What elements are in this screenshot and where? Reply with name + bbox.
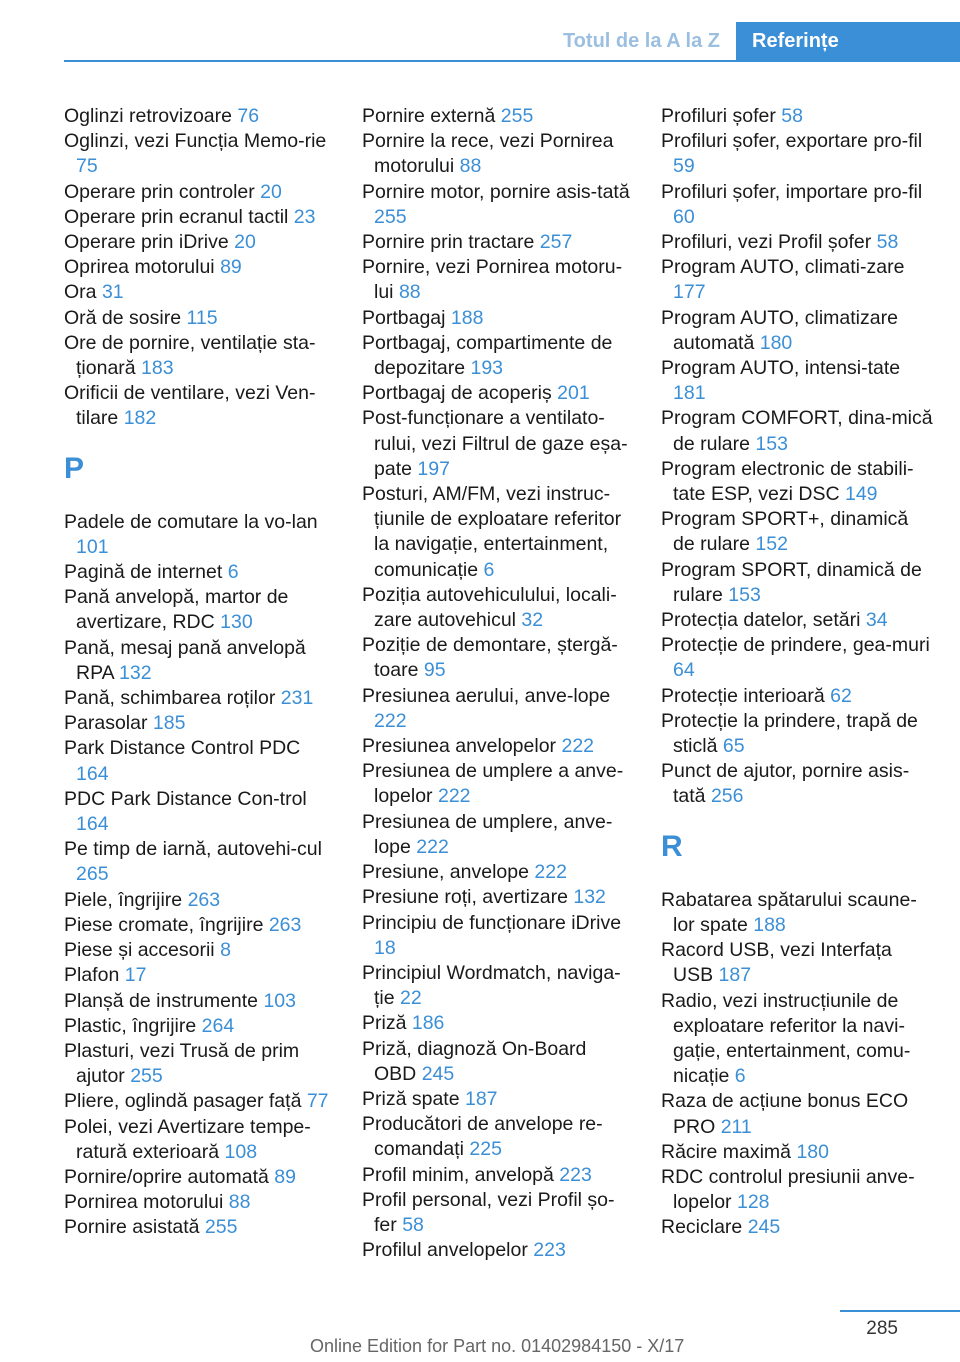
index-entry-text: Program SPORT+, dinamică de rulare: [661, 508, 909, 556]
index-entry: [661, 633, 933, 683]
index-column-1: [64, 104, 336, 1241]
index-entry: [362, 255, 634, 305]
index-entry: [64, 736, 336, 786]
index-entry-text: Profiluri șofer: [661, 105, 782, 127]
index-entry-text: Pornire/oprire automată: [64, 1165, 275, 1188]
index-entry-text: Profiluri șofer, importare pro‐fil: [661, 180, 923, 203]
index-entry-page-link[interactable]: 18: [374, 936, 396, 959]
index-entry-page-link[interactable]: 255: [204, 1216, 238, 1239]
index-entry-page-link[interactable]: 130: [220, 611, 253, 634]
index-entry-page-link[interactable]: 180: [759, 331, 793, 354]
index-entry: [64, 1014, 336, 1039]
index-entry: [661, 888, 933, 938]
index-entry-page-link[interactable]: 128: [736, 1191, 770, 1214]
index-entry-page-link[interactable]: 132: [119, 661, 152, 684]
index-entry-text: Pană, mesaj pană anvelopă RPA: [64, 636, 306, 684]
index-entry: [661, 1165, 933, 1215]
header-rule: [64, 60, 960, 62]
index-entry-page-link[interactable]: 8: [220, 939, 231, 962]
index-entry-text: Oprirea motorului: [64, 256, 221, 279]
index-entry-page-link[interactable]: 88: [228, 1191, 251, 1214]
index-entry: [64, 938, 336, 963]
index-entry-page-link[interactable]: 183: [141, 357, 174, 380]
index-entry: [64, 989, 336, 1014]
index-entry-text: Program AUTO, intensi‐tate: [661, 357, 901, 380]
index-entry-text: Portbagaj de acoperiș: [362, 382, 558, 405]
index-entry-text: Program electronic de stabili‐tate ESP, vezi DSC: [661, 457, 914, 506]
index-entry-text: Planșă de instrumente: [64, 989, 264, 1012]
index-entry: [64, 636, 336, 686]
index-entry: [362, 482, 634, 583]
index-entry-text: Protecția datelor, setări: [661, 609, 866, 632]
index-entry-text: Pornire asistată: [64, 1216, 205, 1239]
index-entry: [661, 104, 933, 129]
index-entry-text: Program AUTO, climatizare automată: [661, 306, 898, 354]
index-entry: [661, 406, 933, 456]
index-entry-page-link[interactable]: 255: [374, 205, 407, 228]
index-entry: [661, 356, 933, 406]
index-entry-text: Program AUTO, climati‐zare: [661, 256, 905, 279]
index-entry: [362, 230, 634, 255]
index-entry-page-link[interactable]: 223: [533, 1239, 566, 1262]
index-entry-page-link[interactable]: 20: [234, 231, 256, 254]
index-entry-page-link[interactable]: 88: [398, 281, 421, 304]
index-entry-page-link[interactable]: 23: [293, 205, 316, 228]
index-entry-text: Răcire maximă: [661, 1140, 797, 1163]
index-entry-page-link[interactable]: 222: [374, 709, 407, 732]
index-entry-text: Plastic, îngrijire: [64, 1014, 202, 1037]
index-entry: [362, 734, 634, 759]
index-entry-text: RDC controlul presiunii anve‐lopelor: [661, 1165, 915, 1214]
index-entry-page-link[interactable]: 222: [437, 785, 471, 808]
index-letter-heading: R: [661, 829, 683, 863]
index-entry: [64, 331, 336, 381]
index-entry: [64, 129, 336, 179]
index-entry-page-link[interactable]: 187: [464, 1087, 498, 1110]
index-entry-page-link[interactable]: 180: [796, 1140, 829, 1163]
index-entry: [64, 180, 336, 205]
index-entry-page-link[interactable]: 89: [274, 1165, 296, 1188]
index-entry-page-link[interactable]: 245: [747, 1216, 781, 1239]
index-entry-page-link[interactable]: 188: [753, 913, 786, 936]
index-entry: [362, 1163, 634, 1188]
index-entry-text: Portbagaj, compartimente de depozitare: [362, 331, 613, 380]
index-entry-text: Profilul anvelopelor: [362, 1239, 534, 1262]
index-entry: [362, 911, 634, 961]
index-entry: [661, 129, 933, 179]
index-entry-text: Ore de pornire, ventilație sta‐ționară: [64, 331, 316, 380]
index-entry: [64, 837, 336, 887]
index-entry: [64, 888, 336, 913]
index-entry-text: Pană anvelopă, martor de avertizare, RDC: [64, 586, 289, 634]
index-entry: [64, 1039, 336, 1089]
index-letter-heading: P: [64, 451, 85, 485]
index-entry: [362, 633, 634, 683]
index-entry: [661, 230, 933, 255]
index-entry-text: Pornire prin tractare: [362, 231, 540, 254]
index-entry: [64, 1165, 336, 1190]
index-entry: [362, 684, 634, 734]
index-entry-text: Piese și accesorii: [64, 939, 221, 962]
index-entry: [362, 129, 634, 179]
index-entry: [64, 585, 336, 635]
index-entry-page-link[interactable]: 60: [673, 205, 695, 228]
index-entry: [661, 1215, 933, 1240]
index-entry: [362, 306, 634, 331]
index-entry: [661, 938, 933, 988]
index-entry-page-link[interactable]: 223: [559, 1163, 592, 1186]
index-entry-text: Piele, îngrijire: [64, 888, 188, 911]
index-entry-page-link[interactable]: 153: [728, 583, 761, 606]
index-entry-page-link[interactable]: 257: [539, 231, 573, 254]
index-entry-page-link[interactable]: 164: [76, 813, 109, 836]
index-entry-text: Presiunea anvelopelor: [362, 735, 562, 758]
index-entry-page-link[interactable]: 197: [417, 457, 450, 480]
index-entry: [661, 1140, 933, 1165]
index-entry-text: Pliere, oglindă pasager față: [64, 1090, 307, 1113]
index-entry-text: Park Distance Control PDC: [64, 737, 301, 760]
index-entry-page-link[interactable]: 182: [123, 407, 157, 430]
index-entry-page-link[interactable]: 95: [423, 659, 446, 682]
index-entry: [64, 381, 336, 431]
index-entry: [661, 558, 933, 608]
index-entry-page-link[interactable]: 222: [534, 861, 567, 884]
index-entry-text: Radio, vezi instrucțiunile de exploatare referitor la navi‐gație, entertainment, comu‐nicație: [661, 989, 911, 1088]
index-entry-text: Oglinzi, vezi Funcția Memo‐rie: [64, 130, 327, 153]
index-entry: [661, 255, 933, 305]
index-entry-page-link[interactable]: 108: [224, 1140, 258, 1163]
header-section-title: Totul de la A la Z: [562, 30, 720, 52]
index-entry-text: Piese cromate, îngrijire: [64, 913, 269, 936]
index-entry-text: Operare prin iDrive: [64, 231, 235, 254]
index-entry: [64, 104, 336, 129]
index-entry: [362, 381, 634, 406]
index-entry: [362, 961, 634, 1011]
index-entry-page-link[interactable]: 225: [469, 1138, 502, 1161]
index-entry-text: Reciclare: [661, 1216, 748, 1239]
index-entry-text: Post-funcționare a ventilato‐rului, vezi Filtrul de gaze eșa‐pate: [362, 407, 628, 480]
index-entry-text: Program SPORT, dinamică de rulare: [661, 558, 922, 606]
index-entry-page-link[interactable]: 20: [260, 180, 282, 203]
index-entry-text: PDC Park Distance Con‐trol: [64, 787, 307, 810]
index-entry-text: Raza de acțiune bonus ECO PRO: [661, 1090, 909, 1138]
index-entry-text: Principiul Wordmatch, naviga‐ție: [362, 961, 621, 1010]
index-entry-page-link[interactable]: 188: [450, 306, 484, 329]
index-entry-page-link[interactable]: 222: [561, 735, 595, 758]
index-entry-text: Rabatarea spătarului scaune‐lor spate: [661, 888, 917, 936]
index-entry-text: Pornirea motorului: [64, 1191, 229, 1214]
index-entry-text: Pagină de internet: [64, 561, 228, 584]
index-entry-page-link[interactable]: 164: [76, 762, 109, 785]
index-entry: [64, 1089, 336, 1114]
index-entry: [362, 1087, 634, 1112]
index-entry: [64, 787, 336, 837]
index-entry-text: Poziție de demontare, ștergă‐toare: [362, 634, 618, 682]
index-entry: [362, 759, 634, 809]
index-entry-page-link[interactable]: 255: [500, 105, 534, 127]
index-entry: [362, 810, 634, 860]
index-column-2: [362, 104, 634, 1263]
index-entry: [661, 989, 933, 1090]
index-entry: [362, 331, 634, 381]
index-entry: [64, 686, 336, 711]
index-entry: [64, 963, 336, 988]
index-entry: [362, 1238, 634, 1263]
index-entry-text: Posturi, AM/FM, vezi instruc‐țiunile de exploatare referitor la navigație, entertainment, comunicație: [362, 483, 622, 581]
index-entry-page-link[interactable]: 263: [187, 888, 221, 911]
page-number: 285: [866, 1318, 898, 1339]
index-entry-page-link[interactable]: 65: [722, 735, 745, 758]
index-entry-page-link[interactable]: 152: [755, 533, 788, 556]
index-entry: [64, 1215, 336, 1240]
index-entry-page-link[interactable]: 89: [220, 256, 242, 279]
index-entry-page-link[interactable]: 32: [521, 609, 544, 632]
index-entry-page-link[interactable]: 245: [421, 1062, 455, 1085]
index-entry-page-link[interactable]: 222: [416, 835, 449, 858]
index-entry: [362, 860, 634, 885]
index-entry-page-link[interactable]: 185: [152, 712, 186, 735]
index-entry-page-link[interactable]: 211: [720, 1115, 752, 1138]
footer-edition: Online Edition for Part no. 01402984150 - X/17: [310, 1336, 685, 1356]
index-entry-text: Profil personal, vezi Profil șo‐fer: [362, 1188, 615, 1236]
index-entry-text: Racord USB, vezi Interfața USB: [661, 939, 892, 987]
index-entry-page-link[interactable]: 101: [76, 535, 109, 558]
index-entry-page-link[interactable]: 263: [268, 913, 302, 936]
index-entry-text: Producători de anvelope re‐comandați: [362, 1113, 603, 1161]
index-entry-text: Pană, schimbarea roților: [64, 687, 281, 710]
index-entry-page-link[interactable]: 59: [673, 155, 695, 178]
index-entry-text: Punct de ajutor, pornire asis‐tată: [661, 760, 910, 808]
index-entry-text: Presiune roți, avertizare: [362, 886, 574, 909]
index-entry: [64, 255, 336, 280]
index-entry-page-link[interactable]: 265: [76, 863, 109, 886]
index-entry: [362, 1011, 634, 1036]
index-entry: [64, 510, 336, 560]
index-entry-text: Presiunea de umplere a anve‐lopelor: [362, 760, 624, 808]
index-entry: [64, 230, 336, 255]
index-entry: [661, 306, 933, 356]
index-entry: [362, 406, 634, 482]
index-entry-page-link[interactable]: 201: [557, 382, 590, 405]
index-entry-text: Poziția autovehiculului, locali‐zare autovehicul: [362, 583, 617, 632]
index-entry-text: Plafon: [64, 964, 125, 987]
index-entry-page-link[interactable]: 255: [130, 1065, 163, 1088]
index-entry-page-link[interactable]: 58: [876, 231, 899, 254]
index-entry-text: Protecție la prindere, trapă de sticlă: [661, 709, 918, 758]
index-entry-page-link[interactable]: 6: [483, 558, 495, 581]
index-entry-text: Oglinzi retrovizoare: [64, 105, 238, 127]
index-entry-text: Priză spate: [362, 1087, 465, 1110]
index-entry: [362, 1037, 634, 1087]
index-entry: [661, 457, 933, 507]
index-entry-text: Presiunea aerului, anve‐lope: [362, 684, 611, 707]
index-entry: [362, 1188, 634, 1238]
page-header: [0, 0, 960, 62]
index-entry: [661, 1089, 933, 1139]
index-entry-text: Operare prin ecranul tactil: [64, 205, 294, 228]
index-entry: [661, 759, 933, 809]
index-entry-page-link[interactable]: 34: [865, 609, 888, 632]
index-entry-page-link[interactable]: 75: [76, 155, 98, 178]
index-entry: [362, 583, 634, 633]
index-entry-text: Ora: [64, 281, 102, 304]
index-entry-text: Protecție interioară: [661, 684, 831, 707]
index-entry-text: Principiu de funcționare iDrive: [362, 911, 622, 934]
index-entry-page-link[interactable]: 58: [781, 105, 803, 127]
index-entry-text: Program COMFORT, dina‐mică de rulare: [661, 407, 933, 455]
index-entry-page-link[interactable]: 31: [101, 281, 124, 304]
index-entry-page-link[interactable]: 115: [186, 306, 218, 329]
index-entry-page-link[interactable]: 103: [263, 989, 296, 1012]
index-entry-page-link[interactable]: 264: [201, 1014, 235, 1037]
index-entry-page-link[interactable]: 6: [734, 1065, 746, 1088]
index-entry-page-link[interactable]: 231: [280, 687, 314, 710]
index-entry-text: Padele de comutare la vo‐lan: [64, 510, 318, 533]
index-entry: [661, 709, 933, 759]
index-entry-text: Pe timp de iarnă, autovehi‐cul: [64, 838, 322, 861]
index-entry-page-link[interactable]: 88: [459, 155, 482, 178]
index-entry-page-link[interactable]: 58: [402, 1213, 424, 1236]
index-entry-page-link[interactable]: 6: [227, 561, 239, 584]
index-column-3: [661, 104, 933, 1241]
index-entry: [661, 608, 933, 633]
index-entry-text: Parasolar: [64, 712, 153, 735]
index-entry: [64, 1115, 336, 1165]
index-entry-text: Polei, vezi Avertizare tempe‐ratură exterioară: [64, 1115, 311, 1163]
index-entry-text: Profil minim, anvelopă: [362, 1163, 560, 1186]
index-entry-text: Presiune, anvelope: [362, 861, 535, 884]
index-entry-text: Pornire motor, pornire asis‐tată: [362, 180, 630, 203]
index-entry-page-link[interactable]: 153: [755, 432, 788, 455]
index-entry-page-link[interactable]: 62: [830, 684, 852, 707]
index-entry-page-link[interactable]: 256: [710, 785, 744, 808]
index-entry: [661, 684, 933, 709]
index-entry-text: Profiluri șofer, exportare pro‐fil: [661, 130, 923, 153]
index-entry: [64, 711, 336, 736]
index-entry: [362, 885, 634, 910]
index-entry-page-link[interactable]: 64: [673, 659, 695, 682]
index-entry-text: Oră de sosire: [64, 306, 187, 329]
index-entry-text: Operare prin controler: [64, 180, 261, 203]
index-entry-text: Presiunea de umplere, anve‐lope: [362, 810, 613, 858]
index-entry-text: Portbagaj: [362, 306, 451, 329]
index-entry-page-link[interactable]: 149: [844, 483, 878, 506]
index-entry-text: Pornire externă: [362, 105, 501, 127]
index-entry-page-link[interactable]: 181: [673, 382, 706, 405]
index-entry: [362, 180, 634, 230]
index-entry-page-link[interactable]: 17: [124, 964, 147, 987]
index-entry-page-link[interactable]: 193: [470, 357, 504, 380]
index-entry-page-link[interactable]: 187: [718, 964, 752, 987]
index-entry-page-link[interactable]: 76: [237, 105, 260, 127]
index-entry: [64, 280, 336, 305]
index-entry-page-link[interactable]: 177: [673, 281, 706, 304]
index-entry-page-link[interactable]: 186: [411, 1012, 445, 1035]
index-entry: [64, 205, 336, 230]
index-entry-text: Protecție de prindere, gea‐muri: [661, 634, 930, 657]
index-entry-page-link[interactable]: 22: [400, 987, 422, 1010]
index-entry: [661, 507, 933, 557]
index-entry-text: Orificii de ventilare, vezi Ven‐tilare: [64, 382, 316, 430]
index-entry: [362, 1112, 634, 1162]
index-entry-page-link[interactable]: 77: [306, 1090, 329, 1113]
index-entry: [661, 180, 933, 230]
page-number-rule: [840, 1310, 960, 1312]
index-entry: [64, 306, 336, 331]
index-entry-text: Plasturi, vezi Trusă de prim ajutor: [64, 1039, 300, 1088]
index-entry: [64, 1190, 336, 1215]
index-entry-text: Pornire, vezi Pornirea motoru‐lui: [362, 256, 623, 304]
index-entry-text: Priză, diagnoză On-Board OBD: [362, 1037, 587, 1085]
index-entry-text: Pornire la rece, vezi Pornirea motorului: [362, 130, 614, 178]
index-entry: [64, 560, 336, 585]
header-tab: Referințe: [736, 22, 960, 62]
index-entry: [362, 104, 634, 129]
index-entry-text: Profiluri, vezi Profil șofer: [661, 231, 877, 254]
index-entry-text: Priză: [362, 1012, 412, 1035]
index-entry: [64, 913, 336, 938]
index-entry-page-link[interactable]: 132: [573, 886, 606, 909]
